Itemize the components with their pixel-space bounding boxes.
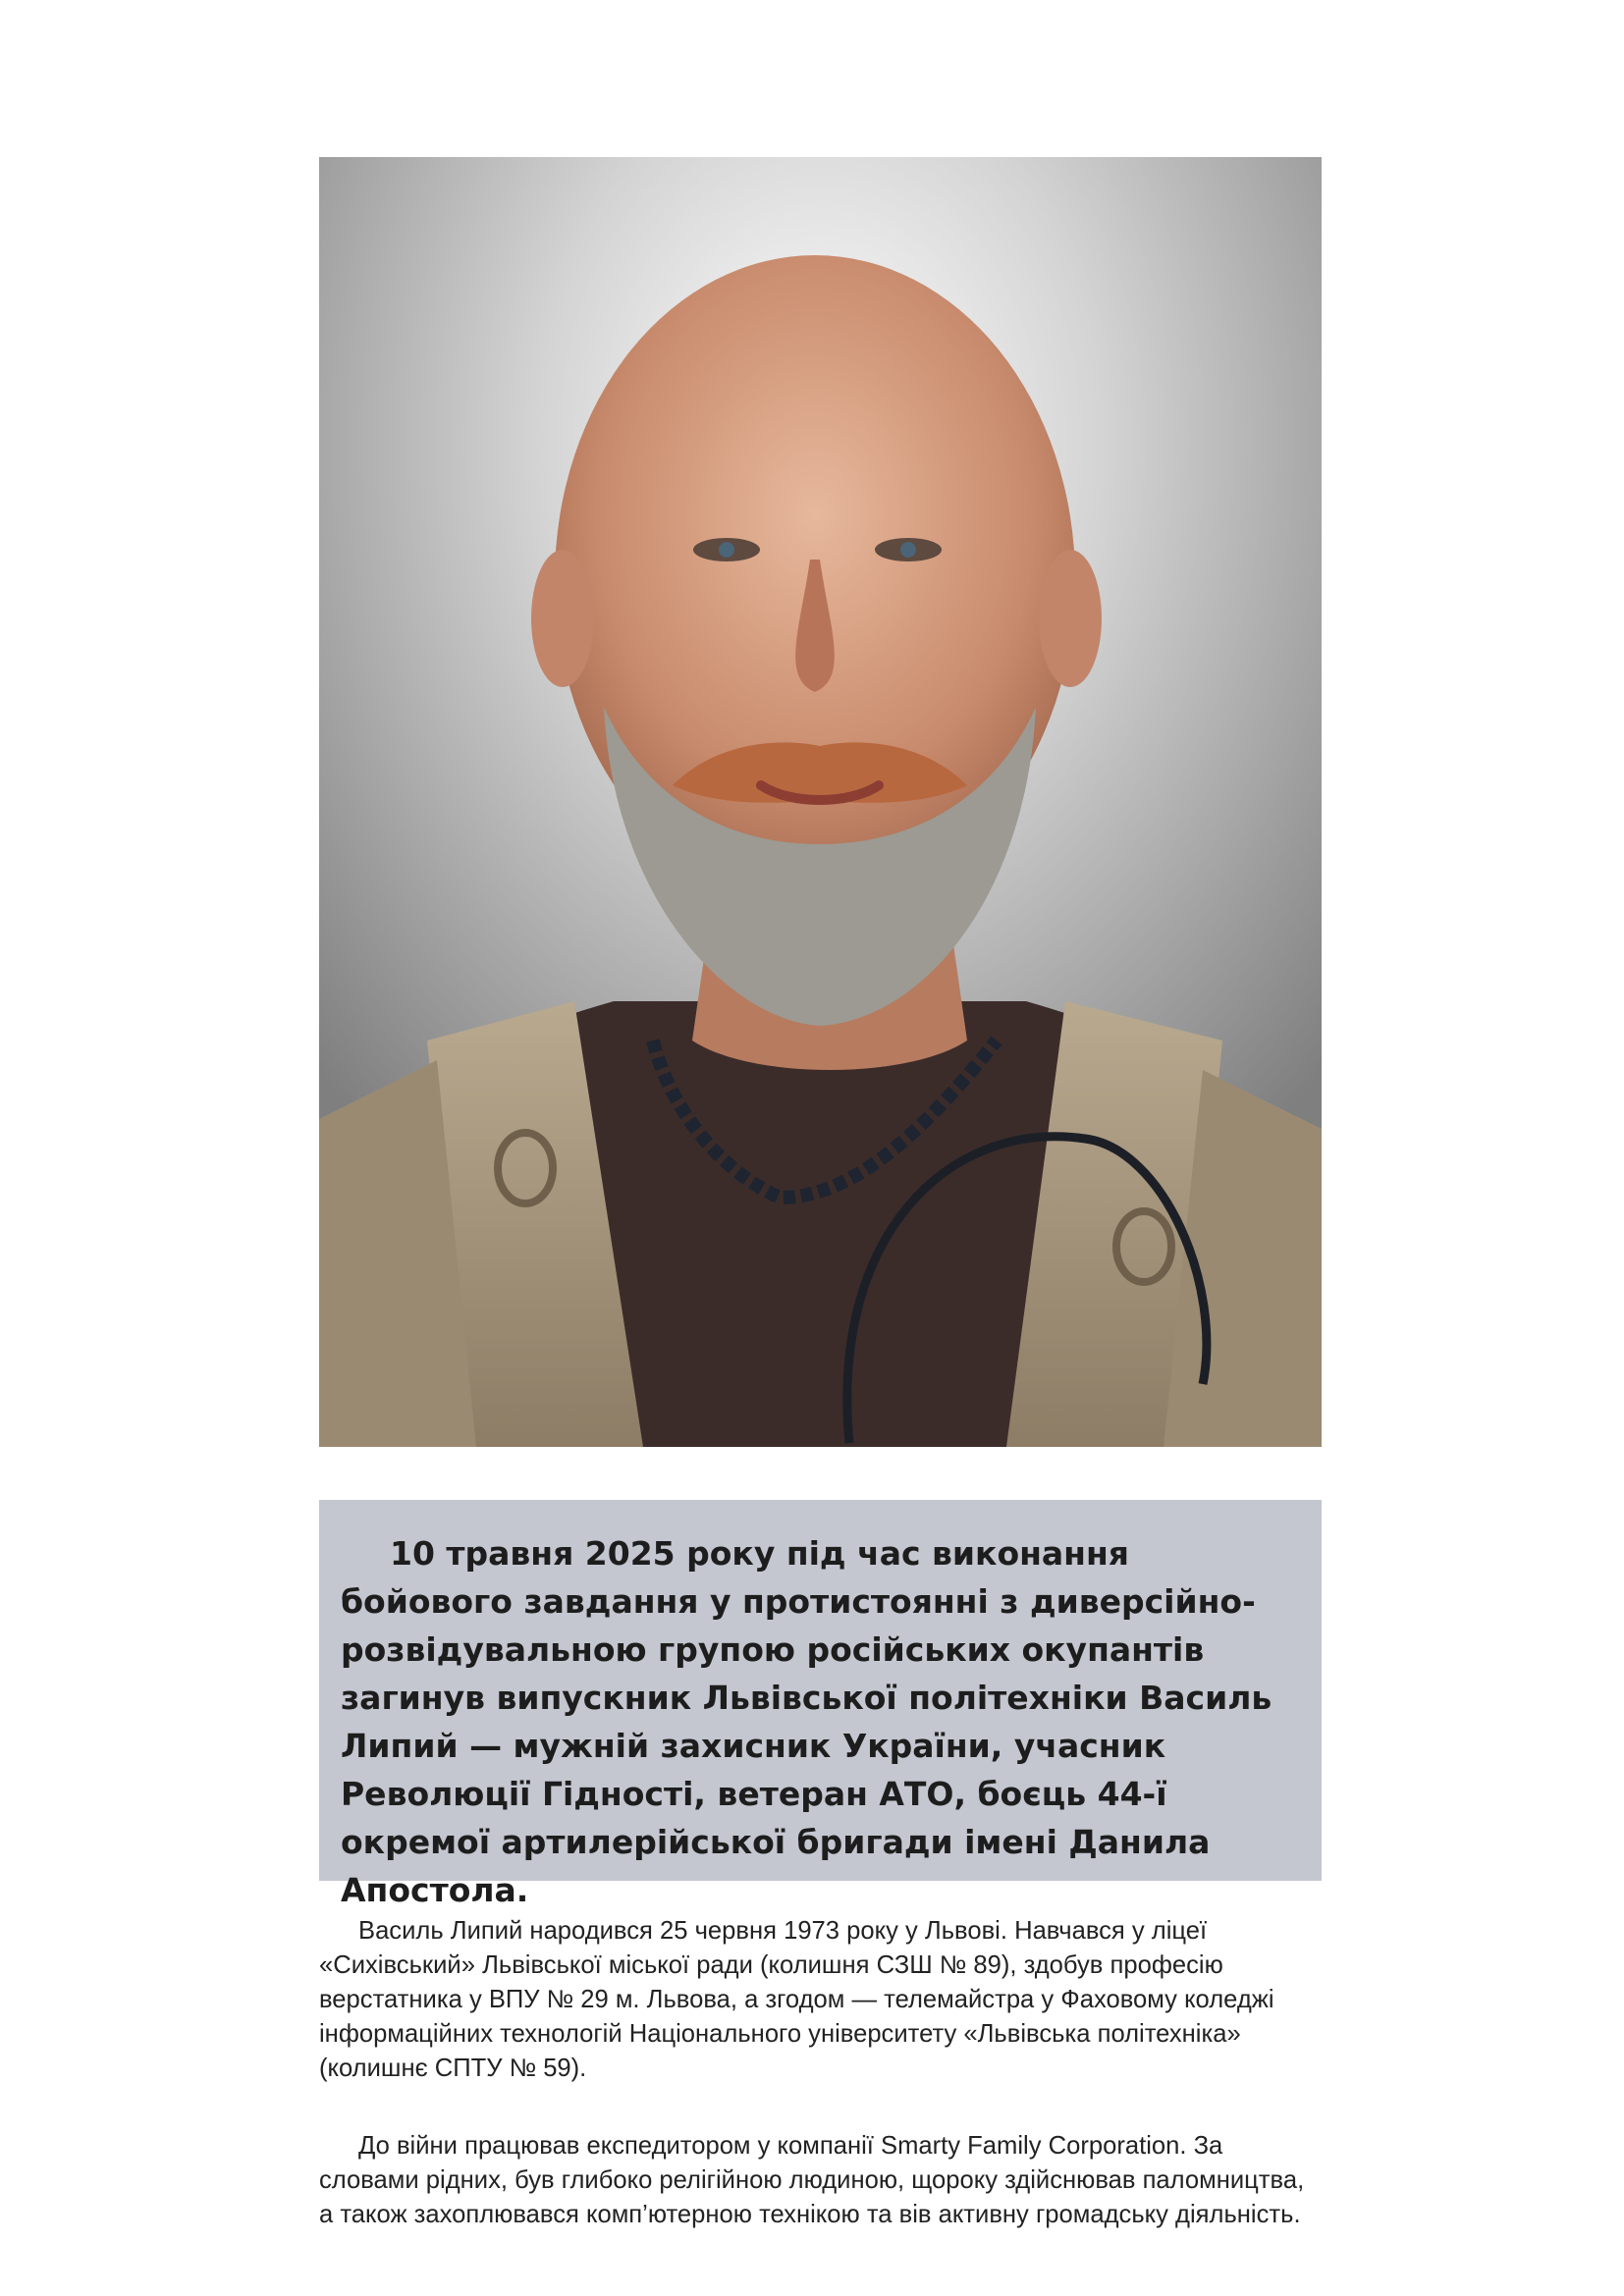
highlight-callout [319,1500,1322,1909]
portrait-photo [319,157,1322,1447]
soldier-portrait-illustration [319,157,1322,1447]
article-body [319,1914,1321,2275]
callout-text: 10 травня 2025 року під час виконання бойового завдання у протистоянні з диверсійно-розвідувальною групою російських окупантів загинув випускник Львівської політехніки Василь Липий — мужній захисник України, учасник Революції Гідності, ветеран АТО, боєць 44-ї окремої артилерійської бригади імені Данила Апостола. [341,1534,1272,1909]
body-paragraph-2: До війни працював експедитором у компанії Smarty Family Corporation. За словами рідних, був глибоко релігійною людиною, щороку здійснював паломництва, а також захоплювався комп’ютерною технікою та вів активну громадську діяльність. [319,2132,1305,2228]
body-paragraph-1: Василь Липий народився 25 червня 1973 року у Львові. Навчався у ліцеї «Сихівський» Львівської міської ради (колишня СЗШ № 89), здобув професію верстатника у ВПУ № 29 м. Львова, а згодом — телемайстра у Фаховому коледжі інформаційних технологій Національного університету «Львівська політехніка» (колишнє СПТУ № 59). [319,1917,1274,2082]
